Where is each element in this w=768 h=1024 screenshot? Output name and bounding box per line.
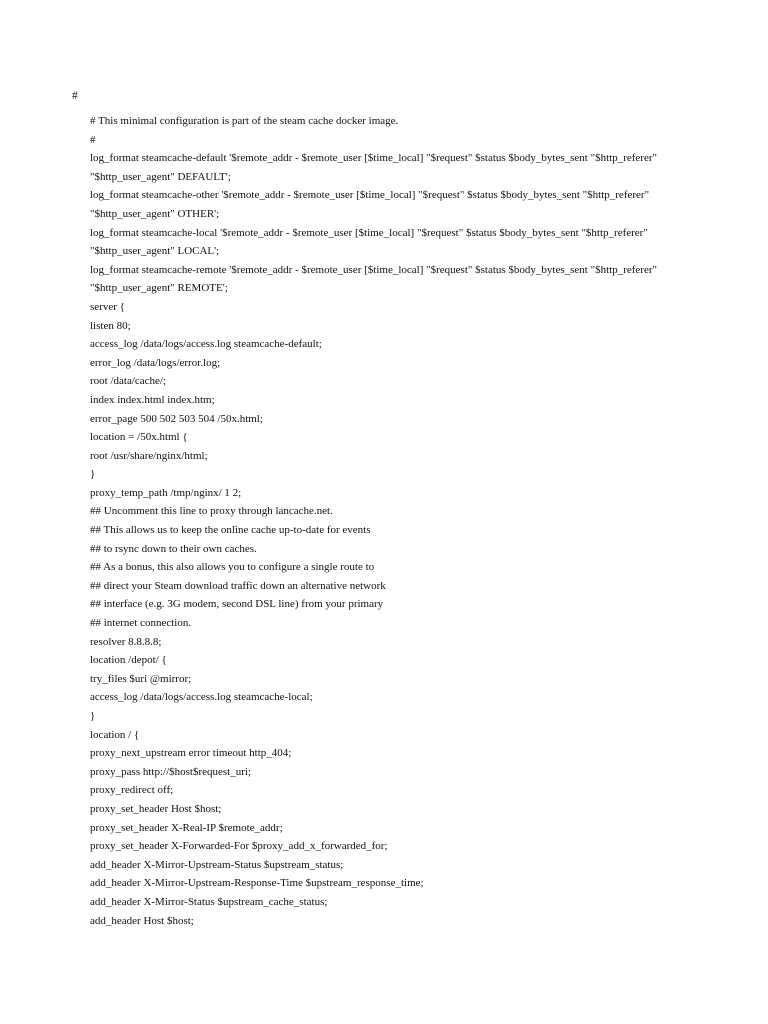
- config-line: proxy_pass http://$host$request_uri;: [90, 765, 252, 778]
- config-line: listen 80;: [90, 319, 131, 332]
- config-line: ## internet connection.: [90, 617, 192, 630]
- config-line: try_files $uri @mirror;: [90, 672, 192, 685]
- config-line: add_header Host $host;: [90, 914, 194, 927]
- config-line: proxy_temp_path /tmp/nginx/ 1 2;: [90, 486, 242, 499]
- config-line: }: [90, 468, 96, 481]
- config-line: ## to rsync down to their own caches.: [90, 542, 257, 555]
- config-line: #: [90, 133, 96, 146]
- config-line: location = /50x.html {: [90, 431, 188, 444]
- config-line: server {: [90, 300, 125, 313]
- config-line: proxy_next_upstream error timeout http_404;: [90, 747, 292, 760]
- config-line: proxy_set_header X-Real-IP $remote_addr;: [90, 821, 283, 834]
- config-line: ## interface (e.g. 3G modem, second DSL line) from your primary: [90, 598, 384, 611]
- config-line: ## direct your Steam download traffic down an alternative network: [90, 579, 386, 592]
- config-line: proxy_redirect off;: [90, 784, 174, 797]
- config-line: }: [90, 710, 96, 722]
- config-line: access_log /data/logs/access.log steamcache-local;: [90, 691, 313, 704]
- config-line: log_format steamcache-other '$remote_addr - $remote_user [$time_local] "$request" $status $body_bytes_sent "$http_referer": [90, 189, 650, 202]
- config-line: ## As a bonus, this also allows you to configure a single route to: [90, 561, 375, 574]
- config-line: add_header X-Mirror-Upstream-Response-Time $upstream_response_time;: [90, 877, 424, 890]
- config-line: log_format steamcache-local '$remote_addr - $remote_user [$time_local] "$request" $status $body_bytes_sent "$http_referer": [90, 226, 648, 239]
- config-line: "$http_user_agent" OTHER';: [90, 207, 220, 220]
- top-hash-marker: #: [72, 90, 78, 102]
- config-line: log_format steamcache-remote '$remote_addr - $remote_user [$time_local] "$request" $status $body_bytes_sent "$http_referer": [90, 263, 657, 276]
- config-line: # This minimal configuration is part of the steam cache docker image.: [90, 115, 399, 127]
- config-line: proxy_set_header X-Forwarded-For $proxy_add_x_forwarded_for;: [90, 840, 388, 853]
- config-line: location /depot/ {: [90, 654, 167, 667]
- config-line: add_header X-Mirror-Status $upstream_cache_status;: [90, 895, 328, 908]
- config-line: "$http_user_agent" LOCAL';: [90, 245, 220, 258]
- config-line: proxy_set_header Host $host;: [90, 802, 222, 815]
- config-line: access_log /data/logs/access.log steamcache-default;: [90, 338, 322, 351]
- config-line: error_log /data/logs/error.log;: [90, 356, 221, 369]
- config-line: error_page 500 502 503 504 /50x.html;: [90, 412, 263, 425]
- config-line: location / {: [90, 728, 140, 741]
- config-line: "$http_user_agent" REMOTE';: [90, 282, 228, 295]
- config-line: root /data/cache/;: [90, 375, 167, 388]
- config-line: ## This allows us to keep the online cache up-to-date for events: [90, 524, 371, 537]
- config-line: index index.html index.htm;: [90, 393, 215, 406]
- config-line: ## Uncomment this line to proxy through lancache.net.: [90, 505, 333, 518]
- config-line: add_header X-Mirror-Upstream-Status $upstream_status;: [90, 858, 344, 871]
- config-text-block: [90, 112, 730, 930]
- config-line: log_format steamcache-default '$remote_addr - $remote_user [$time_local] "$request" $status $body_bytes_sent "$http_referer": [90, 152, 657, 165]
- config-line: "$http_user_agent" DEFAULT';: [90, 170, 231, 183]
- config-line: root /usr/share/nginx/html;: [90, 449, 208, 462]
- config-line: resolver 8.8.8.8;: [90, 635, 162, 648]
